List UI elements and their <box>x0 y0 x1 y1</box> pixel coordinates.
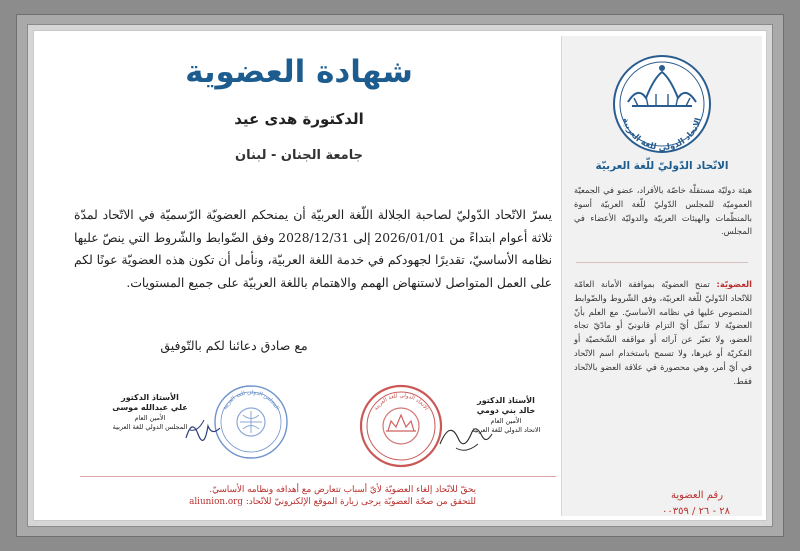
signatory-left-label: الأستاذ الدكتور <box>121 393 179 402</box>
signatory-right-name: خالد بني دومي <box>476 406 536 415</box>
certificate-title: شهادة العضوية <box>185 54 413 90</box>
footer-line-2-text: للتحقق من صحّة العضويّة يرجى زيارة الموقع الإلكترونيّ للاتّحاد: <box>245 497 476 507</box>
recipient-institution: جامعة الجنان - لبنان <box>235 148 363 163</box>
union-logo <box>592 44 732 156</box>
logo-text: الاتحاد الدولي للغة العربية <box>619 116 704 154</box>
red-seal-text: الاتحاد الدولي للغة العربية <box>373 392 429 412</box>
membership-number: ٢٨ - ٢٦ / ٠٠٣٥٩ <box>661 506 731 517</box>
signatory-right <box>465 396 547 434</box>
sidebar-description: هيئة دوليّة مستقلّة خاصّة بالأفراد، عضو في الجمعيّة العموميّة للمجلس الدّوليّ للّغة العربيّة أسوة بالمنظّمات والهيئات العربيّة والدوليّة الأعضاء في المجلس. <box>574 185 752 237</box>
svg-text:الاتحاد الدولي للغة العربية <box>373 393 429 412</box>
signatory-right-label: الأستاذ الدكتور <box>477 396 535 405</box>
footer-line-2 <box>80 496 476 508</box>
recipient-name: الدكتورة هدى عيد <box>234 110 364 128</box>
footer-note <box>80 484 476 508</box>
sidebar-title: الاتّحاد الدّوليّ للّغة العربيّة <box>595 160 729 172</box>
footer-divider <box>80 476 556 477</box>
membership-text: تمنح العضويّة بموافقة الأمانة العامّة للاتّحاد الدّوليّ للّغة العربيّة، وفق الشّروط والضّوابط المنصوص عليها في نظامه الأساسيّ. مع العلم بأنّ العضويّة لا تمثّل أيّ التزام قانونيّ أو مادّيّ تجاه العضو، ولا تعبّر عن آرائه أو مواقفه الشّخصيّة أو الفكريّة أو غيرها، ولا تسمح باستخدام اسم الاتّحاد في أيّ أمر، وهي محصورة في علاقة العضو بالاتّحاد فقط. <box>574 279 752 386</box>
blue-seal-text: المجلس الدولي للغة العربية <box>222 389 280 412</box>
footer-line-1: يحقّ للاتّحاد إلغاء العضويّة لأيّ أسباب تتعارض مع أهدافه ونظامه الأساسيّ. <box>209 485 476 495</box>
signatory-left-name: علي عبدالله موسى <box>112 403 188 412</box>
closing-wish: مع صادق دعائنا لكم بالتّوفيق <box>160 338 308 353</box>
red-seal-stamp <box>356 381 446 471</box>
sidebar-membership <box>574 278 752 388</box>
signatory-left-org: المجلس الدولي للغة العربية <box>112 423 188 431</box>
signatory-left-role: الأمين العام <box>134 414 166 422</box>
certificate-main <box>40 36 558 516</box>
membership-number-label: رقم العضوية <box>670 490 724 501</box>
signatory-left <box>102 393 198 431</box>
signatory-right-org: الاتحاد الدولي للغة العربية <box>471 426 541 434</box>
info-sidebar <box>561 36 762 516</box>
certificate-body: يسرّ الاتّحاد الدّوليّ لصاحبة الجلالة اللّغة العربيّة أن يمنحكم العضويّة الرّسميّة في الاتّحاد لمدّة ثلاثة أعوام ابتداءً من 2026/01/01 إلى 2028/12/31 وفق الضّوابط والشّروط التي ينصّ عليها نظامه الأساسيّ، تقديرًا لجهودكم في خدمة اللغة العربيّة، ونأمل أن تكون هذه العضويّة عونًا لكم على العمل المتواصل لاستنهاض الهمم والاهتمام باللغة العربيّة على جميع المستويات. <box>74 208 553 290</box>
sidebar-separator <box>576 262 748 263</box>
footer-site-link[interactable]: aliunion.org <box>189 497 244 507</box>
signatory-right-role: الأمين العام <box>490 417 522 425</box>
membership-keyword: العضويّة: <box>716 279 752 289</box>
